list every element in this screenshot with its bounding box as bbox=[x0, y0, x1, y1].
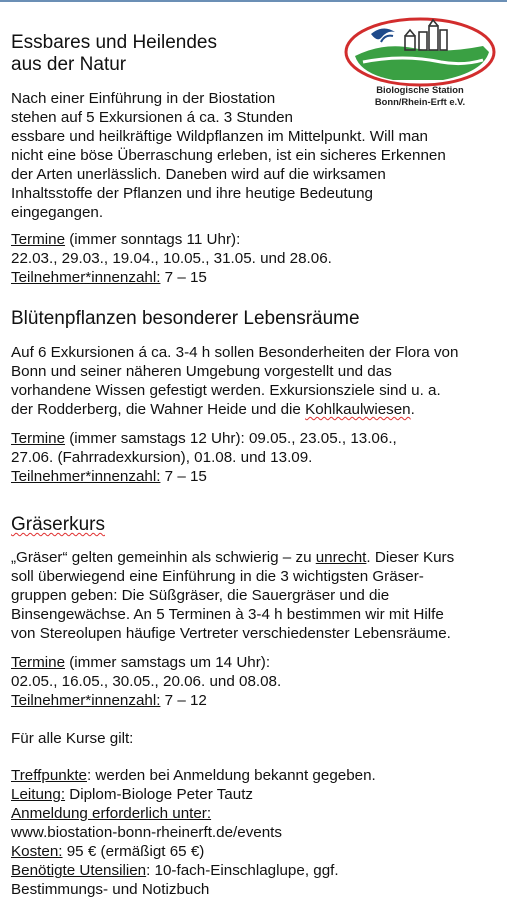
section1-title-line1: Essbares und Heilendes bbox=[11, 32, 217, 53]
footer-anmeldung bbox=[11, 804, 376, 823]
section3-body-line: Binsengewächse. An 5 Terminen à 3-4 h bestimmen wir mit Hilfe bbox=[11, 606, 444, 623]
section2-body-line bbox=[11, 400, 458, 419]
section3-termine-text: (immer samstags um 14 Uhr): bbox=[65, 654, 271, 671]
section3-body-line: gruppen geben: Die Süßgräser, die Sauergräser und die bbox=[11, 587, 390, 604]
section1-body-line: eingegangen. bbox=[11, 204, 104, 221]
section1-body-line: essbare und heilkräftige Wildpflanzen im Mittelpunkt. Will man bbox=[11, 128, 428, 145]
section1-body-line: stehen auf 5 Exkursionen á ca. 3 Stunden bbox=[11, 109, 294, 126]
leitung-value: Diplom-Biologe Peter Tautz bbox=[65, 786, 254, 803]
treff-label: Treffpunkte bbox=[11, 767, 87, 784]
section1-body-line: der Arten unerlässlich. Daneben wird auf die wirksamen bbox=[11, 166, 386, 183]
section2-body bbox=[11, 343, 458, 419]
section3-termine-line bbox=[11, 653, 281, 672]
leitung-label: Leitung: bbox=[11, 786, 66, 803]
section3-body bbox=[11, 548, 454, 643]
section1-teilnehmer-value: 7 – 15 bbox=[160, 269, 207, 286]
section1-body-line: Inhaltsstoffe der Pflanzen und ihre heutige Bedeutung bbox=[11, 185, 373, 202]
section2-dates: 27.06. (Fahrradexkursion), 01.08. und 13.09. bbox=[11, 449, 313, 466]
section1-teilnehmer-label: Teilnehmer*innenzahl: bbox=[11, 269, 161, 286]
section3-title-wrap bbox=[11, 514, 105, 536]
logo-emblem-icon bbox=[343, 12, 497, 92]
section3-title: Gräserkurs bbox=[11, 514, 105, 535]
section2-termine-text: (immer samstags 12 Uhr): 09.05., 23.05., 13.06., bbox=[65, 430, 397, 447]
section1-body-line: nicht eine böse Überraschung erleben, ist ein sicheres Erkennen bbox=[11, 147, 446, 164]
section1-dates: 22.03., 29.03., 19.04., 10.05., 31.05. und 28.06. bbox=[11, 250, 332, 267]
section2-teilnehmer-value: 7 – 15 bbox=[160, 468, 207, 485]
footer-leitung bbox=[11, 785, 376, 804]
footer-details bbox=[11, 766, 376, 899]
footer-utensilien bbox=[11, 861, 376, 880]
section3-line1-b: . Dieser Kurs bbox=[366, 549, 455, 566]
section-graeserkurs bbox=[11, 514, 105, 536]
section3-line1-a: „Gräser“ gelten gemeinhin als schwierig – zu bbox=[11, 549, 316, 566]
section2-termine-label: Termine bbox=[11, 430, 66, 447]
section1-body bbox=[11, 89, 446, 222]
kosten-value: 95 € (ermäßigt 65 €) bbox=[62, 843, 205, 860]
anmeldung-label: Anmeldung erforderlich unter: bbox=[11, 805, 212, 822]
section3-teilnehmer-label: Teilnehmer*innenzahl: bbox=[11, 692, 161, 709]
section2-teilnehmer-label: Teilnehmer*innenzahl: bbox=[11, 468, 161, 485]
section3-teilnehmer-line bbox=[11, 691, 281, 710]
section2-teilnehmer-line bbox=[11, 467, 397, 486]
utensilien-value: : 10-fach-Einschlaglupe, ggf. bbox=[146, 862, 339, 879]
section3-body-line: soll überwiegend eine Einführung in die 3 wichtigsten Gräser- bbox=[11, 568, 424, 585]
logo-text-line1: Biologische Station bbox=[376, 84, 464, 95]
section3-unrecht: unrecht bbox=[315, 549, 367, 566]
section2-body-prefix: der Rodderberg, die Wahner Heide und die bbox=[11, 401, 306, 418]
section3-body-line: von Stereolupen häufige Vertreter verschiedenster Lebensräume. bbox=[11, 625, 451, 642]
section2-termine bbox=[11, 429, 397, 486]
section1-termine-text: (immer sonntags 11 Uhr): bbox=[65, 231, 241, 248]
footer-intro-wrap bbox=[11, 729, 133, 748]
section1-body-line: Nach einer Einführung in der Biostation bbox=[11, 90, 276, 107]
kosten-label: Kosten: bbox=[11, 843, 63, 860]
utensilien-label: Benötigte Utensilien bbox=[11, 862, 147, 879]
section2-body-suffix: . bbox=[410, 401, 415, 418]
footer-kosten bbox=[11, 842, 376, 861]
logo-text-line2: Bonn/Rhein-Erft e.V. bbox=[374, 96, 466, 107]
section3-termine bbox=[11, 653, 281, 710]
section3-teilnehmer-value: 7 – 12 bbox=[160, 692, 207, 709]
footer-utensilien-line2: Bestimmungs- und Notizbuch bbox=[11, 881, 210, 898]
section2-termine-line bbox=[11, 429, 397, 448]
section1-title-line2: aus der Natur bbox=[11, 54, 127, 75]
section3-dates: 02.05., 16.05., 30.05., 20.06. und 08.08. bbox=[11, 673, 282, 690]
section2-body-line: Auf 6 Exkursionen á ca. 3-4 h sollen Besonderheiten der Flora von bbox=[11, 344, 459, 361]
section-essbares bbox=[11, 32, 217, 76]
footer-intro: Für alle Kurse gilt: bbox=[11, 730, 134, 747]
section1-termine-label: Termine bbox=[11, 231, 66, 248]
section2-kohlkaulwiesen: Kohlkaulwiesen bbox=[305, 401, 411, 418]
section-bluetenpflanzen bbox=[11, 308, 360, 330]
section1-teilnehmer-line bbox=[11, 268, 332, 287]
section1-termine-line bbox=[11, 230, 332, 249]
window-top-border bbox=[0, 0, 507, 2]
treff-value: : werden bei Anmeldung bekannt gegeben. bbox=[86, 767, 376, 784]
footer-treffpunkte bbox=[11, 766, 376, 785]
section3-termine-label: Termine bbox=[11, 654, 66, 671]
footer-url: www.biostation-bonn-rheinerft.de/events bbox=[11, 824, 282, 841]
section2-title: Blütenpflanzen besonderer Lebensräume bbox=[11, 308, 360, 329]
section2-body-line: Bonn und seiner näheren Umgebung vorgestellt und das bbox=[11, 363, 392, 380]
section2-body-line: vorhandene Wissen gefestigt werden. Exkursionsziele sind u. a. bbox=[11, 382, 441, 399]
section3-body-line bbox=[11, 548, 454, 567]
section1-termine bbox=[11, 230, 332, 287]
